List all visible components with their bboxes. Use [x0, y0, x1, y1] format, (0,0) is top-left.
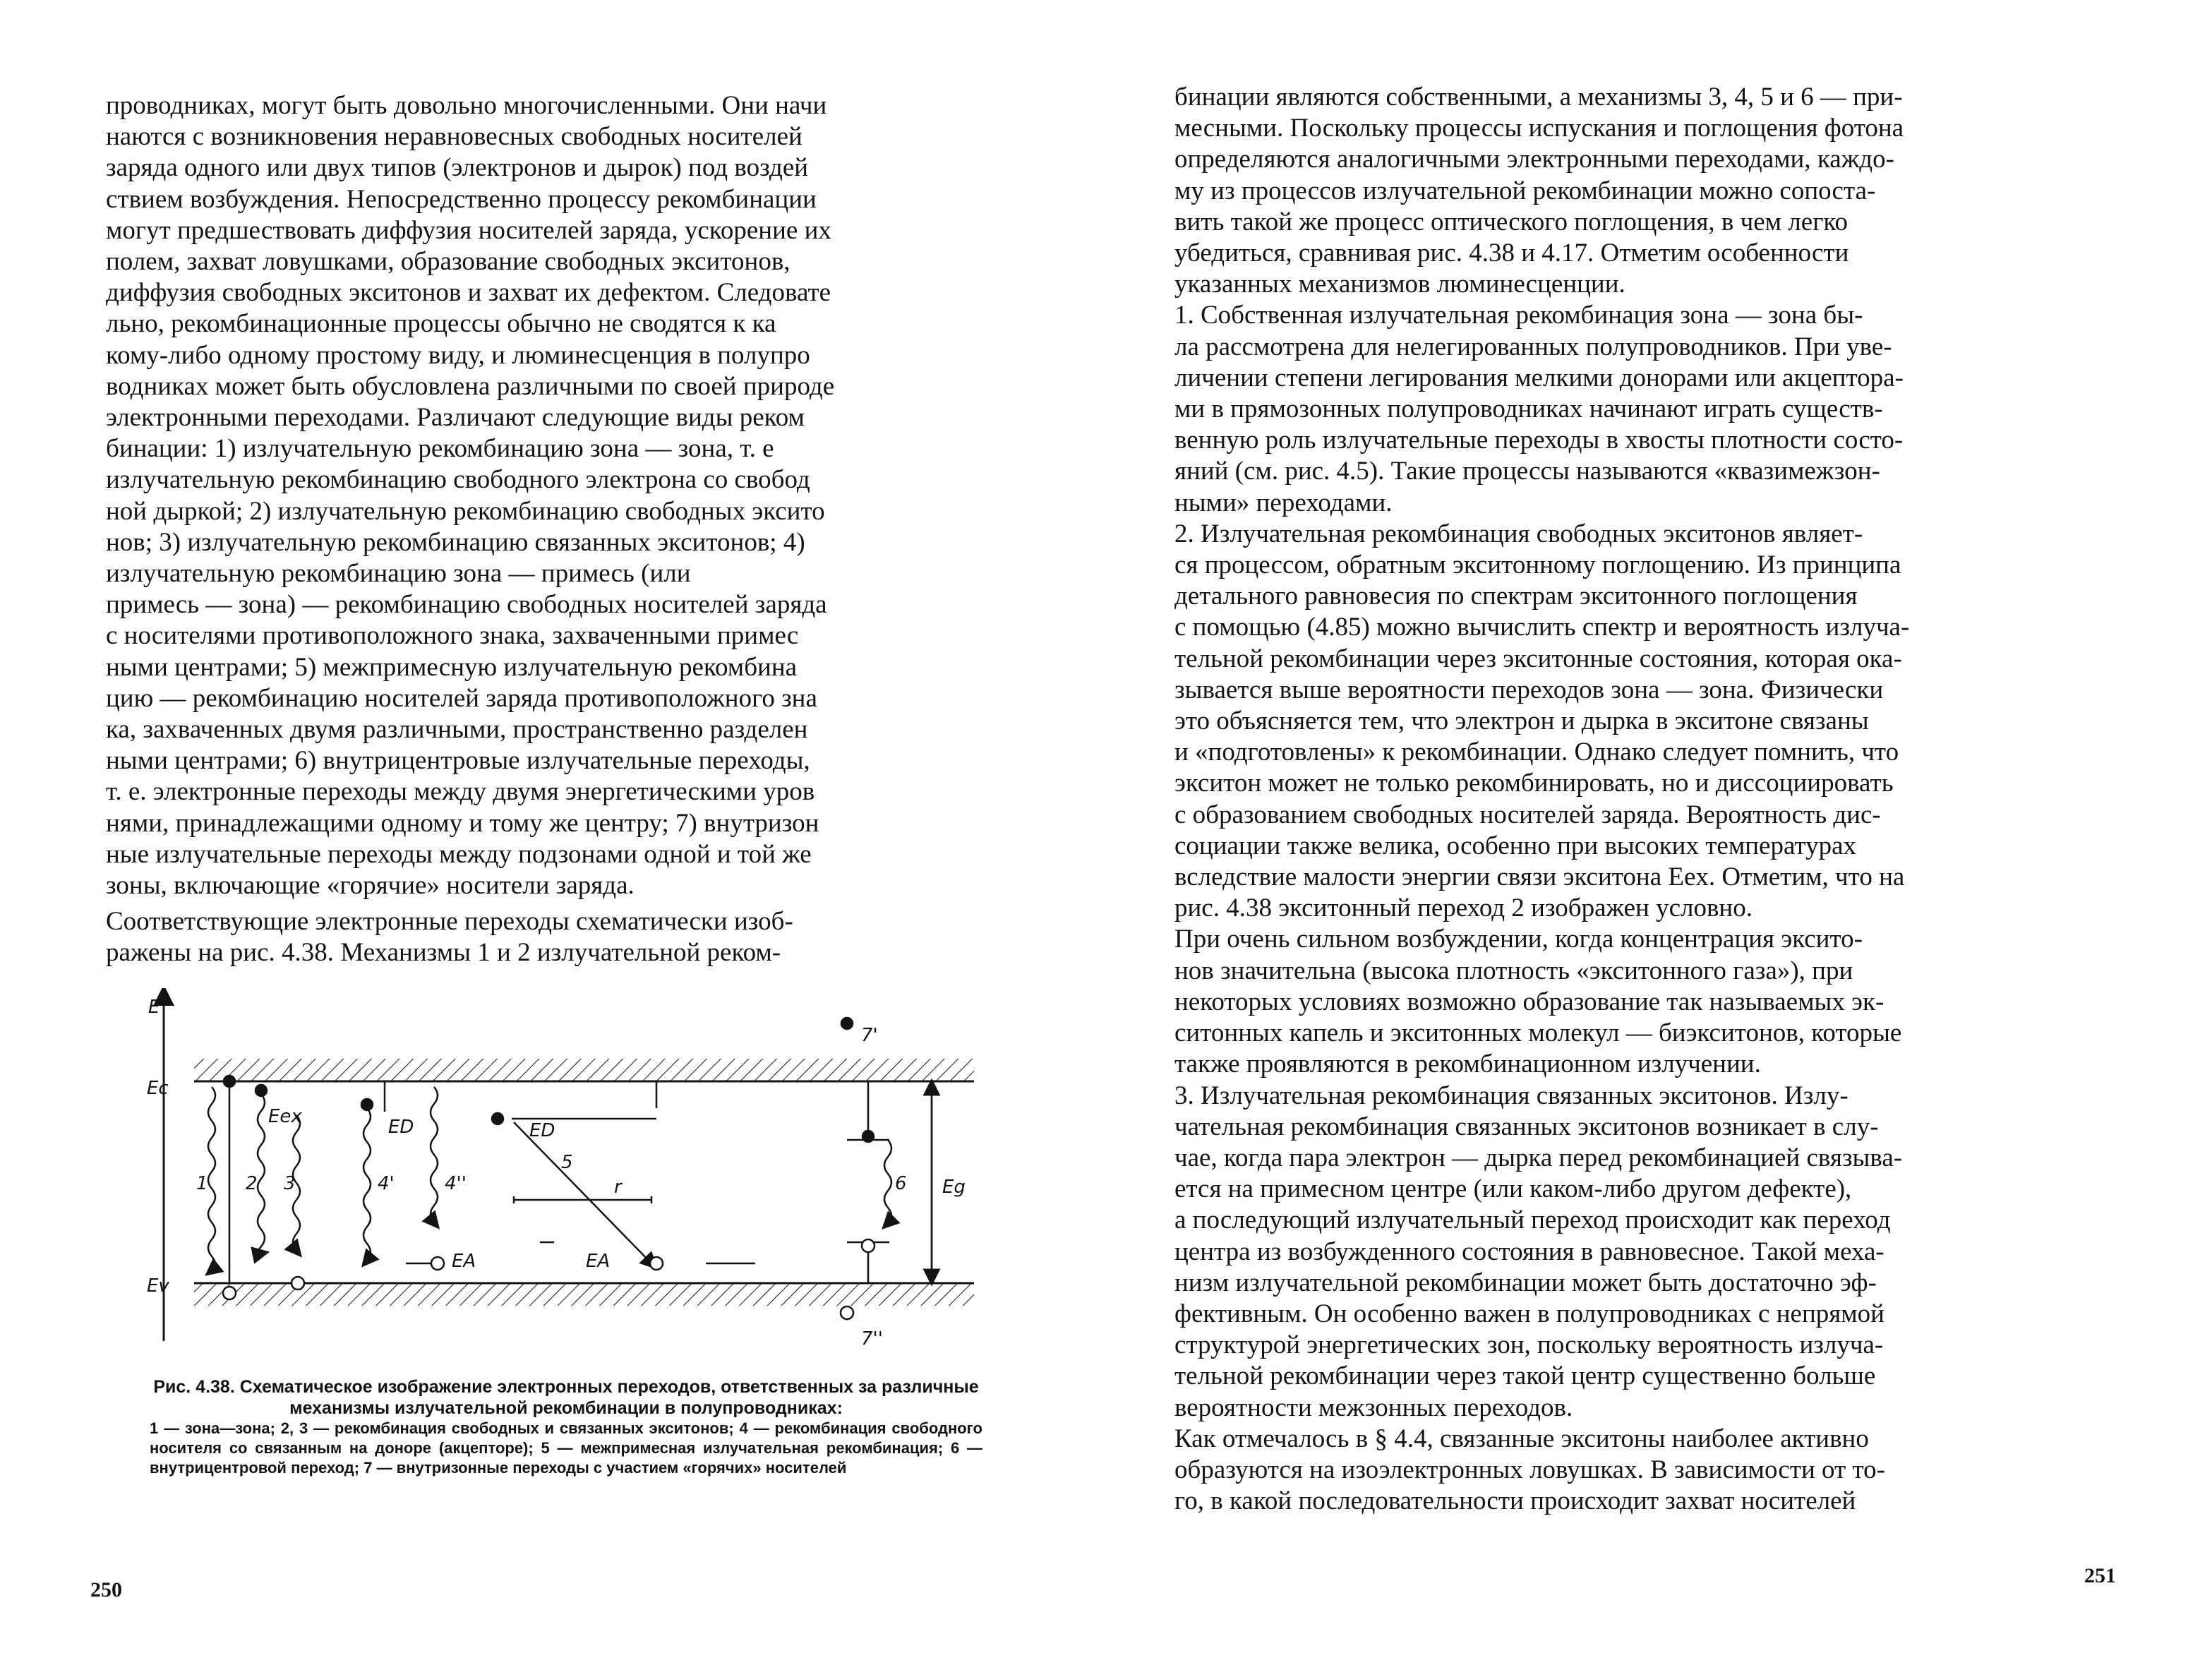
text-line: ные излучательные переходы между подзонами одной и той же: [106, 839, 812, 869]
label-1: 1: [196, 1173, 208, 1194]
label-ea-1: EA: [452, 1251, 476, 1272]
text-line: венную роль излучательные переходы в хвосты плотности состо-: [1174, 426, 1904, 455]
text-line: ражены на рис. 4.38. Механизмы 1 и 2 излучательной реком-: [106, 938, 781, 968]
text-line: убедиться, сравнивая рис. 4.38 и 4.17. Отметим особенности: [1174, 239, 1849, 268]
conduction-band-hatch: [194, 1059, 974, 1081]
figure-caption: [150, 1376, 982, 1478]
label-r: r: [614, 1177, 622, 1198]
text-line: месными. Поскольку процессы испускания и поглощения фотона: [1174, 114, 1904, 143]
text-line: цию — рекомбинацию носителей заряда противоположного зна: [106, 683, 817, 713]
level-ec-label: Ec: [147, 1078, 169, 1099]
caption-legend: 1 — зона—зона; 2, 3 — рекомбинация свободных и связанных экситонов; 4 — рекомбинация свободного носителя со связанным на доноре (акцепторе); 5 — межпримесная излучательная рекомбинация; 6 — внутрицентровой переход; 7 — внутризонные переходы с участием «горячих» носителей: [150, 1419, 982, 1477]
text-line: указанных механизмов люминесценции.: [1174, 270, 1625, 299]
text-line: Соответствующие электронные переходы схематически изоб-: [106, 907, 793, 936]
text-line: низм излучательной рекомбинации может быть достаточно эф-: [1174, 1268, 1877, 1297]
text-line: ной дыркой; 2) излучательную рекомбинацию свободных эксито: [106, 496, 825, 526]
text-line: зоны, включающие «горячие» носители заряда.: [106, 871, 635, 901]
text-line: чательная рекомбинация связанных экситонов возникает в слу-: [1174, 1112, 1879, 1141]
text-line: примесь — зона) — рекомбинацию свободных носителей заряда: [106, 590, 827, 620]
label-eex: Eex: [268, 1106, 302, 1127]
text-line: а последующий излучательный переход происходит как переход: [1174, 1206, 1891, 1235]
text-line: ными» переходами.: [1174, 488, 1393, 517]
text-line: наются с возникновения неравновесных свободных носителей: [106, 122, 803, 152]
text-line: кому-либо одному простому виду, и люминесценция в полупро: [106, 340, 810, 370]
text-line: тельной рекомбинации через экситонные состояния, которая ока-: [1174, 644, 1902, 673]
text-line: ла рассмотрена для нелегированных полупроводников. При уве-: [1174, 332, 1892, 361]
text-line: центра из возбужденного состояния в равновесное. Такой меха-: [1174, 1237, 1885, 1266]
text-line: нями, принадлежащими одному и тому же центру; 7) внутризон: [106, 808, 819, 838]
text-line: ся процессом, обратным экситонному поглощению. Из принципа: [1174, 551, 1901, 580]
band-diagram-figure: [134, 988, 995, 1369]
text-line: нов значительна (высока плотность «экситонного газа»), при: [1174, 956, 1853, 985]
label-5: 5: [561, 1152, 573, 1173]
text-line: бинации: 1) излучательную рекомбинацию зона — зона, т. е: [106, 434, 774, 464]
text-line: ми в прямозонных полупроводниках начинают играть существ-: [1174, 395, 1883, 424]
text-line: социации также велика, особенно при высоких температурах: [1174, 831, 1857, 860]
text-line: заряда одного или двух типов (электронов и дырок) под воздей: [106, 153, 809, 183]
text-line: определяются аналогичными электронными переходами, каждо-: [1174, 145, 1894, 174]
label-ed-1: ED: [388, 1117, 414, 1138]
label-ed-2: ED: [529, 1120, 555, 1141]
text-line: диффузия свободных экситонов и захват их дефектом. Следовате: [106, 278, 831, 308]
text-line: При очень сильном возбуждении, когда концентрация эксито-: [1174, 925, 1863, 954]
text-line: 2. Излучательная рекомбинация свободных экситонов являет-: [1174, 519, 1863, 548]
text-line: ется на примесном центре (или каком-либо другом дефекте),: [1174, 1174, 1852, 1204]
text-line: бинации являются собственными, а механизмы 3, 4, 5 и 6 — при-: [1174, 83, 1903, 112]
text-line: т. е. электронные переходы между двумя энергетическими уров: [106, 777, 815, 807]
text-line: проводниках, могут быть довольно многочисленными. Они начи: [106, 91, 827, 120]
text-line: рис. 4.38 экситонный переход 2 изображен условно.: [1174, 894, 1753, 923]
text-line: чае, когда пара электрон — дырка перед рекомбинацией связыва-: [1174, 1143, 1903, 1172]
text-line: вследствие малости энергии связи экситона Eex. Отметим, что на: [1174, 862, 1905, 892]
text-line: ситонных капель и экситонных молекул — биэкситонов, которые: [1174, 1018, 1902, 1048]
label-6: 6: [895, 1173, 907, 1194]
caption-title: Рис. 4.38. Схематическое изображение электронных переходов, ответственных за различные механизмы излучательной рекомбинации в полупроводниках:: [153, 1377, 979, 1418]
valence-band-hatch: [194, 1283, 974, 1306]
text-line: экситон может не только рекомбинировать, но и диссоциировать: [1174, 769, 1894, 798]
text-line: ствием возбуждения. Непосредственно процессу рекомбинации: [106, 184, 817, 214]
label-4-prime: 4': [378, 1173, 395, 1194]
text-line: и «подготовлены» к рекомбинации. Однако следует помнить, что: [1174, 738, 1899, 767]
text-line: яний (см. рис. 4.5). Такие процессы называются «квазимежзон-: [1174, 457, 1880, 486]
label-4-double-prime: 4'': [445, 1173, 467, 1194]
level-ev-label: Ev: [147, 1275, 169, 1297]
text-line: 3. Излучательная рекомбинация связанных экситонов. Излу-: [1174, 1081, 1849, 1110]
text-line: му из процессов излучательной рекомбинации можно сопоста-: [1174, 176, 1876, 205]
text-line: детального равновесия по спектрам экситонного поглощения: [1174, 582, 1858, 611]
text-line: водниках может быть обусловлена различными по своей природе: [106, 371, 835, 401]
impurity-transition-5: [514, 1122, 651, 1263]
text-line: Как отмечалось в § 4.4, связанные экситоны наиболее активно: [1174, 1424, 1869, 1453]
text-line: ными центрами; 5) межпримесную излучательную рекомбина: [106, 652, 798, 682]
text-line: фективным. Он особенно важен в полупроводниках с непрямой: [1174, 1299, 1885, 1328]
text-line: с носителями противоположного знака, захваченными примес: [106, 621, 799, 651]
text-line: го, в какой последовательности происходит захват носителей: [1174, 1486, 1856, 1516]
text-line: нов; 3) излучательную рекомбинацию связанных экситонов; 4): [106, 527, 805, 557]
text-line: с помощью (4.85) можно вычислить спектр и вероятность излуча-: [1174, 613, 1910, 642]
text-line: образуются на изоэлектронных ловушках. В зависимости от то-: [1174, 1455, 1885, 1484]
text-line: зывается выше вероятности переходов зона — зона. Физически: [1174, 675, 1884, 704]
label-ea-2: EA: [586, 1251, 611, 1272]
label-eg: Eg: [942, 1177, 966, 1198]
text-line: тельной рекомбинации через такой центр существенно больше: [1174, 1362, 1876, 1391]
text-line: структурой энергетических зон, поскольку вероятность излуча-: [1174, 1330, 1884, 1360]
text-line: полем, захват ловушками, образование свободных экситонов,: [106, 247, 791, 277]
right-page: [1106, 0, 2212, 1653]
label-2: 2: [246, 1173, 258, 1194]
page-number-right: 251: [2084, 1564, 2116, 1587]
label-3: 3: [284, 1173, 296, 1194]
left-paragraph-1: [106, 90, 1038, 901]
text-line: также проявляются в рекомбинационном излучении.: [1174, 1050, 1761, 1079]
text-line: льно, рекомбинационные процессы обычно не сводятся к ка: [106, 309, 776, 339]
text-line: ка, захваченных двумя различными, пространственно разделен: [106, 715, 808, 745]
text-line: это объясняется тем, что электрон и дырка в экситоне связаны: [1174, 707, 1869, 736]
text-line: электронными переходами. Различают следующие виды реком: [106, 403, 805, 433]
text-line: излучательную рекомбинацию свободного электрона со свобод: [106, 465, 810, 495]
text-line: некоторых условиях возможно образование так называемых эк-: [1174, 987, 1885, 1016]
text-line: вероятности межзонных переходов.: [1174, 1393, 1573, 1422]
text-line: ными центрами; 6) внутрицентровые излучательные переходы,: [106, 746, 810, 776]
label-7-prime: 7': [861, 1025, 878, 1046]
text-line: 1. Собственная излучательная рекомбинация зона — зона бы-: [1174, 301, 1863, 330]
left-paragraph-2: [106, 906, 1038, 968]
text-line: излучательную рекомбинацию зона — примесь (или: [106, 559, 691, 589]
text-line: личении степени легирования мелкими донорами или акцептора-: [1174, 363, 1904, 392]
right-text-block: [1174, 82, 2124, 1517]
page-number-left: 250: [90, 1578, 122, 1601]
energy-axis-label: E: [148, 997, 160, 1018]
text-line: вить такой же процесс оптического поглощения, в чем легко: [1174, 207, 1848, 236]
text-line: могут предшествовать диффузия носителей заряда, ускорение их: [106, 215, 831, 245]
label-7-double-prime: 7'': [861, 1328, 883, 1350]
text-line: с образованием свободных носителей заряда. Вероятность дис-: [1174, 800, 1881, 829]
